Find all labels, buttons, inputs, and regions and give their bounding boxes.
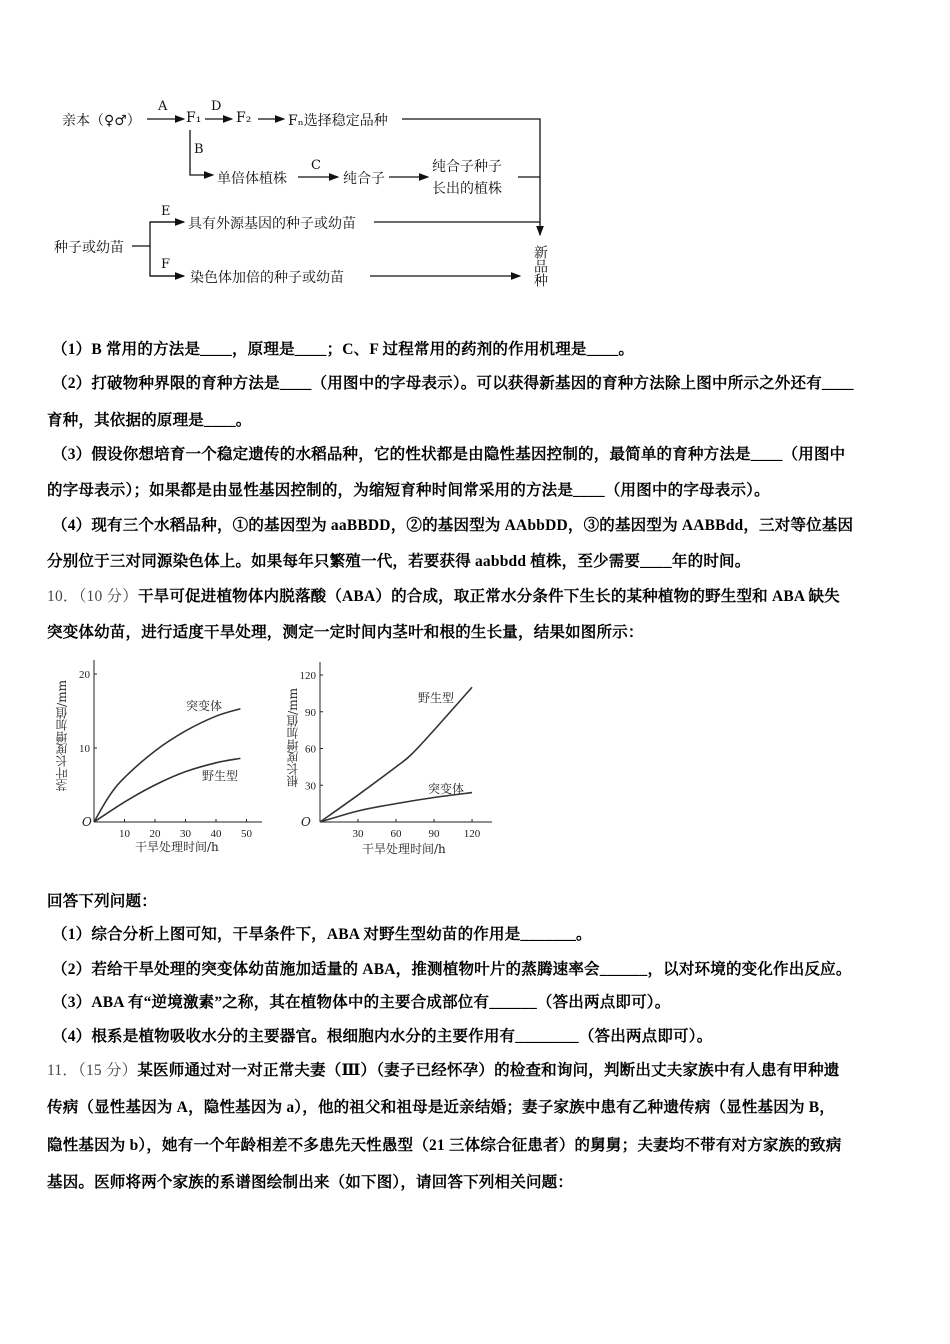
q10-prompt: 回答下列问题：	[47, 893, 157, 910]
chart1-x-tick-label: 30	[180, 828, 191, 840]
q11-number: 11．（15 分）	[47, 1062, 138, 1079]
label-f: F	[161, 257, 171, 272]
chart1-legend-mutant: 突变体	[186, 699, 223, 713]
chart2-series-a-line	[320, 687, 472, 822]
doubled-node: 染色体加倍的种子或幼苗	[190, 270, 344, 286]
q10-stem-line2: 突变体幼苗，进行适度干旱处理，测定一定时间内茎叶和根的生长量，结果如图所示：	[47, 624, 644, 641]
chart1-x-tick-label: 40	[210, 828, 222, 840]
foreign-gene-node: 具有外源基因的种子或幼苗	[188, 216, 356, 232]
q10-sub4: （4）根系是植物吸收水分的主要器官。根细胞内水分的主要作用有________（答出两点即可）。	[52, 1028, 713, 1045]
q10-sub3: （3）ABA 有“逆境激素”之称，其在植物体中的主要合成部位有______（答出两点即可）。	[52, 994, 671, 1011]
q9-sub2: （2）打破物种界限的育种方法是____（用图中的字母表示）。可以获得新基因的育种方法除上图中所示之外还有____	[52, 375, 854, 392]
chart2-x-tick-label: 30	[352, 828, 364, 840]
q10-sub2: （2）若给干旱处理的突变体幼苗施加适量的 ABA，推测植物叶片的蒸腾速率会______，以对环境的变化作出反应。	[52, 961, 852, 978]
chart1-ylabel: 茎叶长度增加值/mm	[55, 680, 69, 791]
chart2-y-tick-label: 120	[299, 670, 316, 682]
haploid-node: 单倍体植株	[217, 171, 287, 187]
q10-stem-text: 干旱可促进植物体内脱落酸（ABA）的合成，取正常水分条件下生长的某种植物的野生型和 ABA 缺失	[137, 588, 840, 605]
f1-node: F₁	[186, 110, 202, 126]
seed-node: 种子或幼苗	[54, 240, 124, 256]
homozygote-plant-line2: 长出的植株	[432, 181, 502, 197]
new-variety-node: 新品种	[532, 245, 548, 287]
q9-sub4-cont: 分别位于三对同源染色体上。如果每年只繁殖一代，若要获得 aabbdd 植株，至少需要____年的时间。	[47, 553, 751, 570]
fn-node: Fₙ选择稳定品种	[288, 113, 388, 129]
label-c: C	[311, 158, 321, 173]
q9-sub2-cont: 育种，其依据的原理是____。	[47, 412, 252, 429]
label-d: D	[211, 99, 222, 114]
chart2-legend-wild: 野生型	[418, 691, 455, 705]
homozygote-node: 纯合子	[343, 171, 385, 187]
label-a: A	[158, 99, 168, 114]
q11-stem-line1	[47, 1058, 840, 1080]
homozygote-plant-line1: 纯合子种子	[432, 159, 502, 175]
chart2-y-tick-label: 30	[305, 780, 316, 793]
q9-sub3-cont: 的字母表示）；如果都是由显性基因控制的，为缩短育种时间常采用的方法是____（用图中的字母表示）。	[47, 482, 770, 499]
chart2-x-tick-label: 60	[390, 828, 402, 840]
q11-stem-text: 某医师通过对一对正常夫妻（Ⅲ）（妻子已经怀孕）的检查和询问，判断出丈夫家族中有人患有甲种遗	[137, 1062, 840, 1079]
chart1-series-a-line	[94, 709, 240, 822]
chart1-x-tick-label: 20	[149, 828, 161, 840]
label-e: E	[161, 204, 171, 219]
chart1-x-tick-label: 50	[241, 828, 252, 840]
chart2-ylabel: 根长度增加值/mm	[286, 688, 300, 787]
f2-node: F₂	[236, 110, 252, 126]
q9-sub4: （4）现有三个水稻品种，①的基因型为 aaBBDD，②的基因型为 AAbbDD，③的基因型为 AABBdd，三对等位基因	[52, 517, 854, 534]
q10-sub1: （1）综合分析上图可知，干旱条件下，ABA 对野生型幼苗的作用是_______。	[52, 926, 592, 943]
chart1-y-tick-label: 20	[79, 669, 90, 681]
chart1-origin: O	[82, 815, 92, 829]
q11-stem-line3: 隐性基因为 b），她有一个年龄相差不多患先天性愚型（21 三体综合征患者）的舅舅；夫妻均不带有对方家族的致病	[47, 1137, 842, 1154]
chart2-legend-mutant: 突变体	[428, 782, 465, 796]
chart2-x-tick-label: 120	[463, 828, 481, 840]
chart2-xlabel: 干旱处理时间/h	[362, 842, 446, 856]
q10-number: 10．（10 分）	[47, 588, 138, 605]
chart1-legend-wild: 野生型	[202, 769, 239, 783]
chart1-y-tick-label: 10	[79, 743, 90, 755]
chart2-y-tick-label: 90	[305, 706, 316, 719]
chart2-y-tick-label: 60	[305, 743, 316, 756]
chart1-x-tick-label: 10	[119, 828, 130, 840]
q9-sub1: （1）B 常用的方法是____，原理是____；C、F 过程常用的药剂的作用机理是____。	[52, 341, 635, 358]
chart2-origin: O	[301, 815, 311, 829]
q11-stem-line2: 传病（显性基因为 A，隐性基因为 a），他的祖父和祖母是近亲结婚；妻子家族中患有乙种遗传病（显性基因为 B，	[47, 1099, 835, 1116]
label-b: B	[194, 142, 204, 157]
chart2-series-b-line	[320, 793, 472, 822]
q11-stem-line4: 基因。医师将两个家族的系谱图绘制出来（如下图），请回答下列相关问题：	[47, 1174, 574, 1191]
parent-node: 亲本（♀♂）	[62, 113, 141, 129]
chart1-xlabel: 干旱处理时间/h	[135, 840, 219, 854]
q9-sub3: （3）假设你想培育一个稳定遗传的水稻品种，它的性状都是由隐性基因控制的，最简单的育种方法是____（用图中	[52, 446, 846, 463]
chart2-x-tick-label: 90	[428, 828, 440, 840]
